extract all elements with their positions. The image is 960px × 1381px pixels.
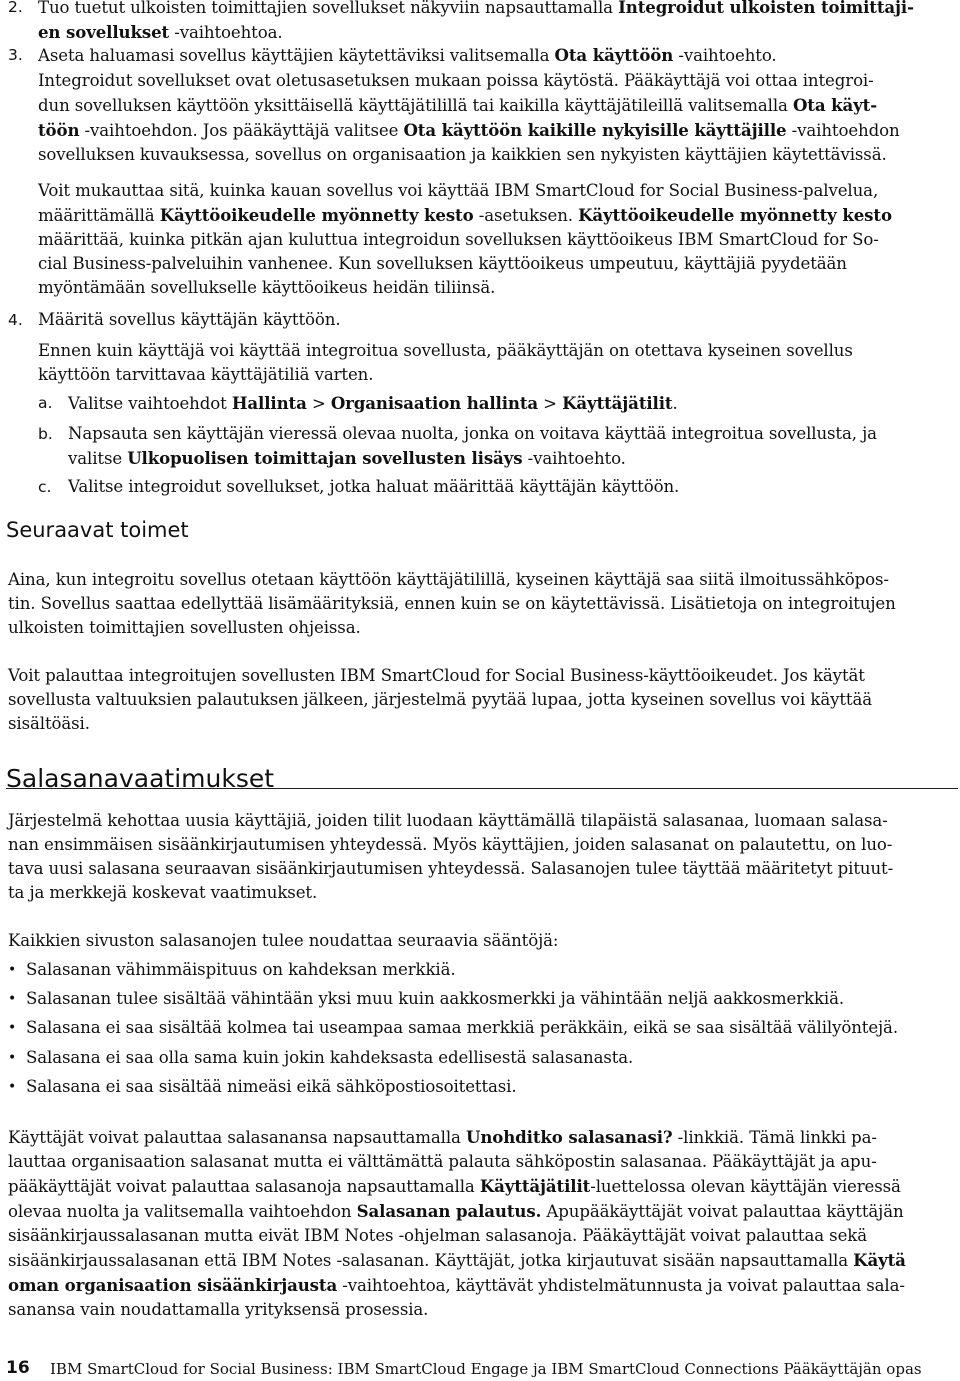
list-item: Salasanan vähimmäispituus on kahdeksan merkkiä. [26, 960, 456, 979]
section-heading: Seuraavat toimet [6, 518, 189, 542]
list-item: Salasana ei saa sisältää kolmea tai useampaa samaa merkkiä peräkkäin, eikä se saa sisältää välilyöntejä. [26, 1018, 898, 1037]
paragraph: Integroidut sovellukset ovat oletusasetuksen mukaan poissa käytöstä. Pääkäyttäjä voi ottaa integroi- dun sovelluksen käyttöön yksittäisellä käyttäjätilillä tai kaikilla käyttäjätileillä valitsemalla Ota käyt- töön -vaihtoehdon. Jos pääkäyttäjä valitsee Ota käyttöön kaikille nykyisille käyttäjille -vaihtoehdon sovelluksen kuvauksessa, sovellus on organisaation ja kaikkien sen nykyisten käyttäjien käytettävissä. [38, 71, 900, 164]
bullet-icon: • [8, 991, 17, 1007]
bullet-icon: • [8, 1050, 17, 1066]
step-number: 3. [8, 46, 23, 64]
paragraph: Käyttäjät voivat palauttaa salasanansa napsauttamalla Unohditko salasanasi? -linkkiä. Tämä linkki pa- lauttaa organisaation salasanat mutta ei välttämättä palauta sähköpostin salasanaa. Pääkäyttäjät ja apu- pääkäyttäjät voivat palauttaa salasanoja napsauttamalla Käyttäjätilit-luettelossa olevan käyttäjän vieressä olevaa nuolta ja valitsemalla vaihtoehdon Salasanan palautus. Apupääkäyttäjät voivat palauttaa käyttäjän sisäänkirjaussalasanan mutta eivät IBM Notes -ohjelman salasanoja. Pääkäyttäjät voivat palauttaa sekä sisäänkirjaussalasanan että IBM Notes -salasanan. Käyttäjät, jotka kirjautuvat sisään napsauttamalla Käytä oman organisaation sisäänkirjausta -vaihtoehtoa, käyttävät yhdistelmätunnusta ja voivat palauttaa sala- sanansa vain noudattamalla yrityksensä prosessia. [8, 1127, 906, 1319]
heading-rule [6, 788, 958, 789]
substep-letter: b. [38, 425, 53, 443]
substep-text: Valitse vaihtoehdot Hallinta > Organisaation hallinta > Käyttäjätilit. [68, 393, 678, 413]
paragraph: Aina, kun integroitu sovellus otetaan käyttöön käyttäjätilillä, kyseinen käyttäjä saa siitä ilmoitussähköpos- tin. Sovellus saattaa edellyttää lisämäärityksiä, ennen kuin se on käytettävissä. Lisätietoja on integroitujen ulkoisten toimittajien sovellusten ohjeissa. [8, 570, 896, 637]
step-text: Määritä sovellus käyttäjän käyttöön. [38, 310, 341, 329]
substep-letter: c. [38, 478, 52, 496]
substep-text: Valitse integroidut sovellukset, jotka haluat määrittää käyttäjän käyttöön. [68, 477, 680, 496]
step-text: Tuo tuetut ulkoisten toimittajien sovellukset näkyviin napsauttamalla Integroidut ulkoisten toimittaji- en sovellukset -vaihtoehtoa. [38, 0, 914, 42]
footer-title: IBM SmartCloud for Social Business: IBM SmartCloud Engage ja IBM SmartCloud Connections Pääkäyttäjän opas [50, 1360, 922, 1378]
section-heading: Salasanavaatimukset [6, 764, 275, 793]
substep-letter: a. [38, 394, 53, 412]
step-text: Aseta haluamasi sovellus käyttäjien käytettäviksi valitsemalla Ota käyttöön -vaihtoehto. [38, 45, 777, 65]
bullet-icon: • [8, 962, 17, 978]
substep-text: Napsauta sen käyttäjän vieressä olevaa nuolta, jonka on voitava käyttää integroitua sovellusta, ja valitse Ulkopuolisen toimittajan sovellusten lisäys -vaihtoehto. [68, 424, 877, 468]
paragraph: Kaikkien sivuston salasanojen tulee noudattaa seuraavia sääntöjä: [8, 931, 559, 950]
list-item: Salasana ei saa sisältää nimeäsi eikä sähköpostiosoitettasi. [26, 1077, 517, 1096]
bullet-icon: • [8, 1020, 17, 1036]
paragraph: Ennen kuin käyttäjä voi käyttää integroitua sovellusta, pääkäyttäjän on otettava kyseinen sovellus käyttöön tarvittavaa käyttäjätiliä varten. [38, 341, 853, 384]
paragraph: Voit mukauttaa sitä, kuinka kauan sovellus voi käyttää IBM SmartCloud for Social Business-palvelua, määrittämällä Käyttöoikeudelle myönnetty kesto -asetuksen. Käyttöoikeudelle myönnetty kesto määrittää, kuinka pitkän ajan kuluttua integroidun sovelluksen käyttöoikeus IBM SmartCloud for So- cial Business-palveluihin vanhenee. Kun sovelluksen käyttöoikeus umpeutuu, käyttäjiä pyydetään myöntämään sovellukselle käyttöoikeus heidän tiliinsä. [38, 181, 892, 297]
bullet-icon: • [8, 1079, 17, 1095]
step-number: 4. [8, 311, 23, 329]
list-item: Salasanan tulee sisältää vähintään yksi muu kuin aakkosmerkki ja vähintään neljä aakkosmerkkiä. [26, 989, 845, 1008]
list-item: Salasana ei saa olla sama kuin jokin kahdeksasta edellisestä salasanasta. [26, 1048, 634, 1067]
page-number: 16 [6, 1358, 30, 1378]
paragraph: Järjestelmä kehottaa uusia käyttäjiä, joiden tilit luodaan käyttämällä tilapäistä salasanaa, luomaan salasa- nan ensimmäisen sisäänkirjautumisen yhteydessä. Myös käyttäjien, joiden salasanat on palautettu, on luo- tava uusi salasana seuraavan sisäänkirjautumisen yhteydessä. Salasanojen tulee täyttää määritetyt pituut- ta ja merkkejä koskevat vaatimukset. [8, 811, 894, 902]
paragraph: Voit palauttaa integroitujen sovellusten IBM SmartCloud for Social Business-käyttöoikeudet. Jos käytät sovellusta valtuuksien palautuksen jälkeen, järjestelmä pyytää lupaa, jotta kyseinen sovellus voi käyttää sisältöäsi. [8, 666, 872, 733]
step-number: 2. [8, 0, 23, 16]
